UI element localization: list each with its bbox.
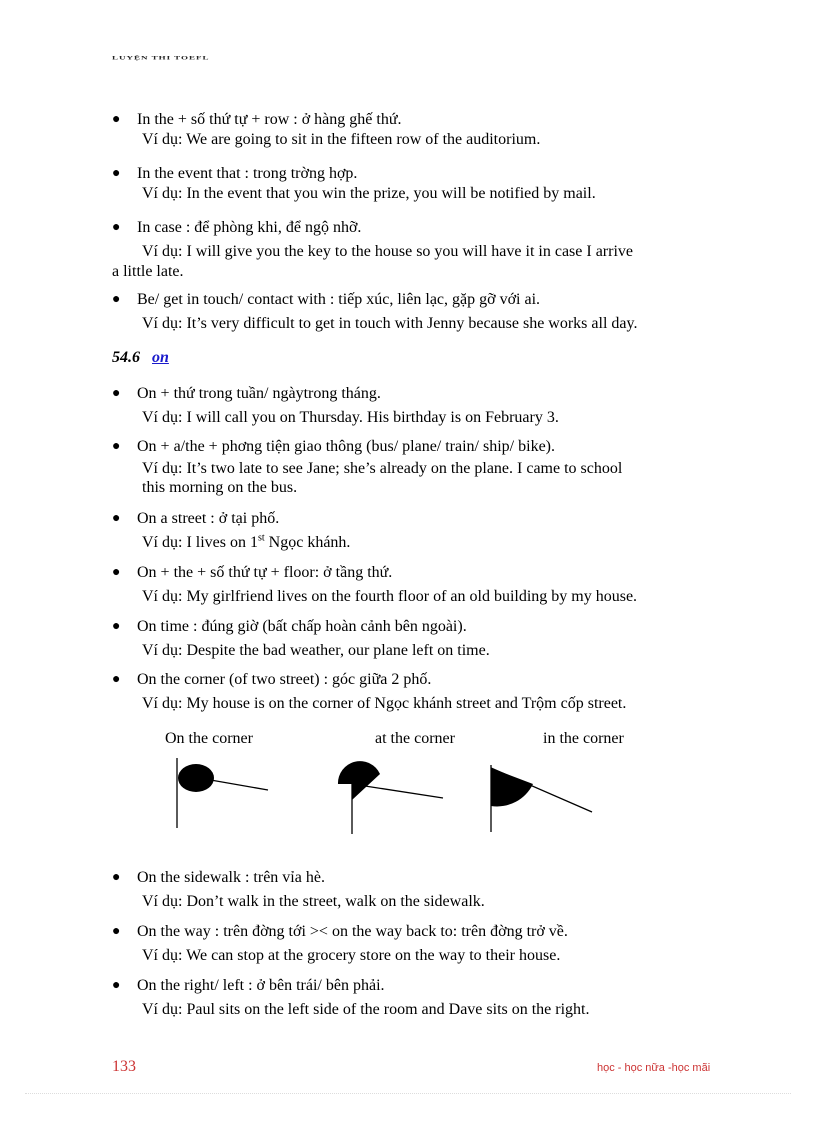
figure-label-at-corner: at the corner	[375, 730, 455, 747]
bullet-icon: ●	[112, 292, 121, 307]
bullet-icon: ●	[112, 511, 121, 526]
item-heading: In case : để phòng khi, để ngộ nhỡ.	[137, 219, 362, 236]
page-bottom-divider	[25, 1093, 791, 1094]
item-heading: On time : đúng giờ (bất chấp hoàn cảnh bên ngoài).	[137, 618, 467, 635]
list-item	[112, 617, 732, 661]
bullet-icon: ●	[112, 672, 121, 687]
figure-label-on-corner: On the corner	[165, 730, 253, 747]
list-item	[112, 437, 732, 497]
list-item	[112, 384, 732, 428]
item-heading: On + a/the + phơng tiện giao thông (bus/ plane/ train/ ship/ bike).	[137, 438, 555, 455]
bullet-icon: ●	[112, 439, 121, 454]
item-example: Ví dụ: Despite the bad weather, our plane left on time.	[142, 642, 490, 659]
item-example: Ví dụ: I lives on 1st Ngọc khánh.	[142, 532, 351, 551]
bullet-icon: ●	[112, 924, 121, 939]
list-item	[112, 164, 732, 204]
item-heading: On + the + số thứ tự + floor: ở tầng thứ.	[137, 564, 393, 581]
on-corner-drawing	[177, 758, 268, 828]
item-example: Ví dụ: It’s two late to see Jane; she’s already on the plane. I came to school this morning on the bus.	[142, 460, 623, 496]
section-heading	[112, 349, 169, 367]
running-header: LUYỆN THI TOEFL	[112, 55, 210, 61]
bullet-icon: ●	[112, 978, 121, 993]
item-example: Ví dụ: Paul sits on the left side of the room and Dave sits on the right.	[142, 1001, 590, 1018]
list-item	[112, 110, 732, 150]
bullet-icon: ●	[112, 386, 121, 401]
item-example: Ví dụ: Don’t walk in the street, walk on the sidewalk.	[142, 893, 485, 910]
list-item	[112, 509, 732, 553]
footer-note: học - học nữa -học mãi	[597, 1062, 711, 1074]
item-heading: On the corner (of two street) : góc giữa 2 phố.	[137, 671, 432, 688]
item-example: Ví dụ: We are going to sit in the fifteen row of the auditorium.	[142, 131, 541, 148]
list-item	[112, 218, 732, 282]
item-heading: In the event that : trong trờng hợp.	[137, 165, 358, 182]
bullet-icon: ●	[112, 166, 121, 181]
bullet-icon: ●	[112, 565, 121, 580]
bullet-icon: ●	[112, 619, 121, 634]
figure-label-in-corner: in the corner	[543, 730, 624, 747]
item-heading: On the right/ left : ở bên trái/ bên phải.	[137, 977, 385, 994]
in-corner-drawing	[491, 765, 592, 832]
list-item	[112, 922, 732, 966]
item-example: Ví dụ: It’s very difficult to get in touch with Jenny because she works all day.	[142, 315, 638, 332]
corner-diagram	[160, 750, 620, 840]
item-heading: On the way : trên đờng tới >< on the way back to: trên đờng trở về.	[137, 923, 568, 940]
bullet-icon: ●	[112, 220, 121, 235]
section-title-link[interactable]: on	[152, 349, 169, 366]
item-heading: On a street : ở tại phố.	[137, 510, 280, 527]
list-item	[112, 290, 732, 334]
item-example: Ví dụ: My house is on the corner of Ngọc khánh street and Trộm cốp street.	[142, 695, 627, 712]
item-heading: Be/ get in touch/ contact with : tiếp xúc, liên lạc, gặp gỡ với ai.	[137, 291, 541, 308]
page-number: 133	[112, 1058, 136, 1075]
at-corner-drawing	[338, 761, 443, 834]
item-example: Ví dụ: I will call you on Thursday. His birthday is on February 3.	[142, 409, 559, 426]
bullet-icon: ●	[112, 870, 121, 885]
item-example: Ví dụ: In the event that you win the prize, you will be notified by mail.	[142, 185, 596, 202]
item-heading: On the sidewalk : trên vỉa hè.	[137, 869, 325, 886]
item-example: Ví dụ: I will give you the key to the house so you will have it in case I arrive a little late.	[112, 243, 634, 280]
item-example: Ví dụ: We can stop at the grocery store on the way to their house.	[142, 947, 561, 964]
item-heading: On + thứ trong tuần/ ngàytrong tháng.	[137, 385, 381, 402]
list-item	[112, 976, 732, 1020]
list-item	[112, 868, 732, 912]
bullet-icon: ●	[112, 112, 121, 127]
item-example: Ví dụ: My girlfriend lives on the fourth floor of an old building by my house.	[142, 588, 638, 605]
item-heading: In the + số thứ tự + row : ở hàng ghế thứ.	[137, 111, 402, 128]
section-number: 54.6	[112, 349, 140, 366]
list-item	[112, 563, 732, 607]
list-item	[112, 670, 732, 714]
